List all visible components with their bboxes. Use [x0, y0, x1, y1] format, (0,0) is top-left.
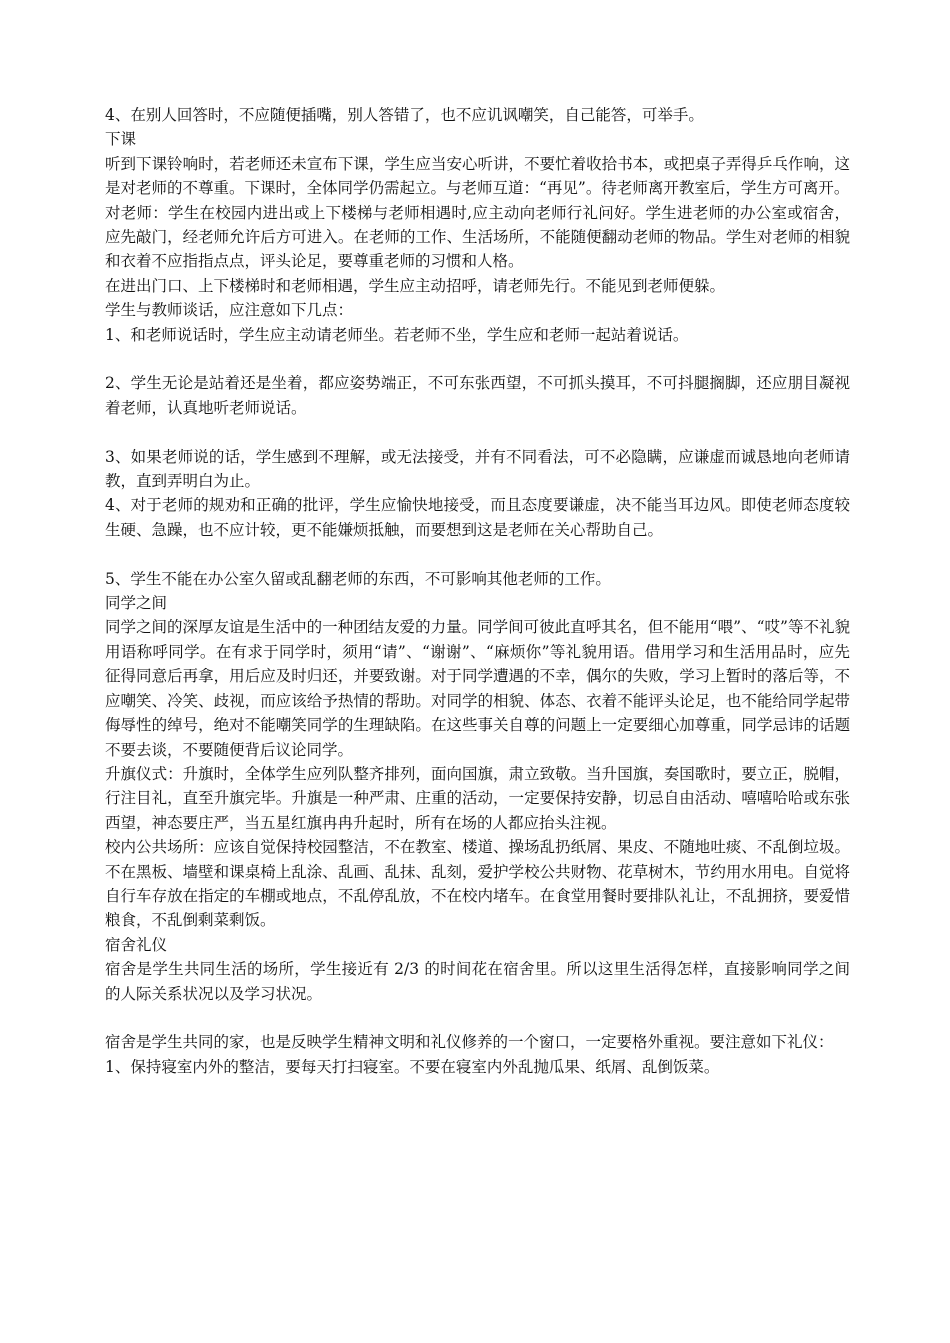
- document-body: [105, 103, 850, 1079]
- talk-point-1: 1、和老师说话时，学生应主动请老师坐。若老师不坐，学生应和老师一起站着说话。: [105, 325, 689, 344]
- item-4-answering: 4、在别人回答时，不应随便插嘴，别人答错了，也不应讥讽嘲笑，自己能答，可举手。: [105, 106, 704, 124]
- blank-line: [105, 542, 850, 566]
- public-places-paragraph: 校内公共场所：应该自觉保持校园整洁，不在教室、楼道、操场乱扔纸屑、果皮、不随地吐痰、不乱倒垃圾。不在黑板、墙壁和课桌椅上乱涂、乱画、乱抹、乱刻，爱护学校公共财物、花草树木，节约用水用电。自觉将自行车存放在指定的车棚或地点，不乱停乱放，不在校内堵车。在食堂用餐时要排队礼让，不乱拥挤，要爱惜粮食，不乱倒剩菜剩饭。: [105, 838, 850, 930]
- flag-raising-paragraph: 升旗仪式：升旗时，全体学生应列队整齐排列，面向国旗，肃立致敬。当升国旗，奏国歌时，要立正，脱帽，行注目礼，直至升旗完毕。升旗是一种严肃、庄重的活动，一定要保持安静，切忌自由活动、嘻嘻哈哈或东张西望，神态要庄严，当五星红旗冉冉升起时，所有在场的人都应抬头注视。: [105, 764, 850, 832]
- blank-line: [105, 347, 850, 371]
- heading-after-class: 下课: [105, 130, 137, 149]
- dorm-point-1: 1、保持寝室内外的整洁，要每天打扫寝室。不要在寝室内外乱抛瓜果、纸屑、乱倒饭菜。: [105, 1057, 720, 1076]
- to-teachers-paragraph: 对老师：学生在校园内进出或上下楼梯与老师相遇时,应主动向老师行礼问好。学生进老师的办公室或宿舍，应先敲门，经老师允许后方可进入。在老师的工作、生活场所，不能随便翻动老师的物品。学生对老师的相貌和衣着不应指指点点，评头论足，要尊重老师的习惯和人格。: [105, 203, 850, 271]
- classmates-paragraph: 同学之间的深厚友谊是生活中的一种团结友爱的力量。同学间可彼此直呼其名，但不能用“喂”、“哎”等不礼貌用语称呼同学。在有求于同学时，须用“请”、“谢谢”、“麻烦你”等礼貌用语。借用学习和生活用品时，应先征得同意后再拿，用后应及时归还，并要致谢。对于同学遭遇的不幸，偶尔的失败，学习上暂时的落后等，不应嘲笑、冷笑、歧视，而应该给予热情的帮助。对同学的相貌、体态、衣着不能评头论足，也不能给同学起带侮辱性的绰号，绝对不能嘲笑同学的生理缺陷。在这些事关自尊的问题上一定要细心加尊重，同学忌讳的话题不要去谈，不要随便背后议论同学。: [105, 618, 850, 759]
- talk-point-4: 4、对于老师的规劝和正确的批评，学生应愉快地接受，而且态度要谦虚，决不能当耳边风。即使老师态度较生硬、急躁，也不应计较，更不能嫌烦抵触，而要想到这是老师在关心帮助自己。: [105, 496, 850, 539]
- talking-intro-paragraph: 学生与教师谈话，应注意如下几点：: [105, 301, 354, 320]
- blank-line: [105, 1006, 850, 1030]
- talk-point-5: 5、学生不能在办公室久留或乱翻老师的东西，不可影响其他老师的工作。: [105, 569, 611, 588]
- blank-line: [105, 420, 850, 444]
- heading-classmates: 同学之间: [105, 594, 168, 613]
- after-class-paragraph: 听到下课铃响时，若老师还未宣布下课，学生应当安心听讲，不要忙着收拾书本，或把桌子弄得乒乓作响，这是对老师的不尊重。下课时，全体同学仍需起立。与老师互道：“再见”。待老师离开教室后，学生方可离开。: [105, 154, 850, 198]
- dorm-home-paragraph: 宿舍是学生共同的家，也是反映学生精神文明和礼仪修养的一个窗口，一定要格外重视。要注意如下礼仪：: [105, 1033, 834, 1052]
- heading-dorm-etiquette: 宿舍礼仪: [105, 935, 168, 954]
- talk-point-3: 3、如果老师说的话，学生感到不理解，或无法接受，并有不同看法，可不必隐瞒，应谦虚而诚恳地向老师请教，直到弄明白为止。: [105, 447, 850, 491]
- talk-point-2: 2、学生无论是站着还是坐着，都应姿势端正，不可东张西望，不可抓头摸耳，不可抖腿搁脚，还应朋目凝视着老师，认真地听老师说话。: [105, 374, 850, 417]
- dorm-intro-paragraph: 宿舍是学生共同生活的场所，学生接近有 2/3 的时间花在宿舍里。所以这里生活得怎样，直接影响同学之间的人际关系状况以及学习状况。: [105, 960, 850, 1003]
- doorway-stairs-paragraph: 在进出门口、上下楼梯时和老师相遇，学生应主动招呼，请老师先行。不能见到老师便躲。: [105, 276, 726, 295]
